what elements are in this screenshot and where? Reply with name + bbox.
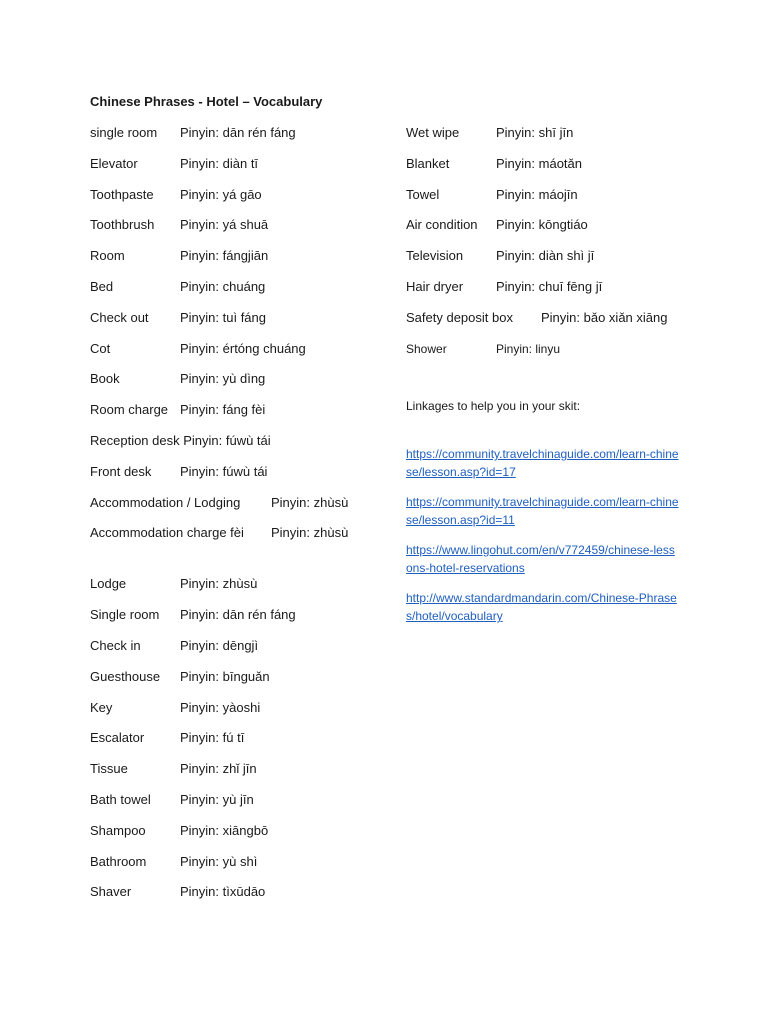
vocab-pinyin: Pinyin: linyu [496, 341, 561, 356]
vocab-row [90, 401, 390, 432]
vocab-pinyin: Pinyin: zhùsù [271, 525, 349, 541]
vocab-term: Bath towel [90, 791, 151, 807]
vocab-term: Front desk [90, 463, 152, 479]
vocab-term: Toothpaste [90, 186, 154, 202]
vocab-row [90, 575, 390, 606]
vocab-pinyin: Pinyin: dēngjì [180, 637, 259, 653]
vocab-row [90, 216, 390, 247]
vocab-row [90, 729, 390, 760]
vocab-term: Blanket [406, 155, 450, 171]
vocab-pinyin: Pinyin: xiāngbō [180, 822, 269, 838]
vocab-row [406, 124, 706, 155]
vocab-row [90, 186, 390, 217]
vocab-row [90, 637, 390, 668]
vocab-pinyin: Pinyin: yá gāo [180, 186, 262, 202]
vocab-pinyin: Pinyin: diàn shì jī [496, 248, 595, 264]
vocab-pinyin: Pinyin: kōngtiáo [496, 217, 588, 233]
vocab-row [90, 432, 390, 463]
vocab-term: Hair dryer [406, 278, 464, 294]
vocab-term: Single room [90, 607, 160, 623]
vocab-term: Lodge [90, 576, 127, 592]
vocab-row [90, 606, 390, 637]
vocab-pinyin: Pinyin: dān rén fáng [180, 125, 296, 140]
resource-link[interactable]: https://www.lingohut.com/en/v772459/chinese-lessons-hotel-reservations [406, 543, 675, 575]
vocab-term: Room charge [90, 402, 169, 418]
vocab-term: Book [90, 371, 120, 387]
vocab-row [90, 822, 390, 853]
vocab-term: Television [406, 248, 464, 264]
vocab-pinyin: Pinyin: bǎo xiǎn xiāng [541, 309, 668, 325]
vocab-row [90, 668, 390, 699]
vocab-row [406, 340, 706, 371]
vocab-row [90, 699, 390, 730]
vocab-pinyin: Pinyin: dān rén fáng [180, 607, 296, 623]
vocab-pinyin: Pinyin: tìxūdāo [180, 884, 266, 900]
vocab-row [406, 309, 706, 340]
vocab-row [90, 370, 390, 401]
vocab-row [90, 124, 390, 155]
vocab-pinyin: Pinyin: chuáng [180, 278, 266, 294]
vocab-row [406, 186, 706, 217]
vocab-term: Check out [90, 309, 149, 325]
vocab-row [406, 155, 706, 186]
vocab-row [90, 883, 390, 914]
vocab-term: Tissue [90, 761, 128, 777]
vocab-row [90, 791, 390, 822]
vocab-pinyin: Pinyin: zhùsù [180, 576, 258, 592]
vocab-row [90, 494, 390, 525]
vocab-pinyin: Pinyin: fángjiān [180, 248, 269, 264]
vocab-term: Room [90, 248, 125, 264]
resource-link[interactable]: https://community.travelchinaguide.com/learn-chinese/lesson.asp?id=11 [406, 495, 679, 527]
vocab-row [90, 340, 390, 371]
vocab-term: Shower [406, 341, 447, 356]
vocab-pinyin: Pinyin: yàoshi [180, 699, 261, 715]
vocab-term: Shampoo [90, 822, 146, 838]
vocab-term: Bed [90, 278, 114, 294]
vocab-pinyin: Pinyin: máojīn [496, 186, 578, 202]
vocab-term: single room [90, 125, 158, 140]
vocab-row [90, 278, 390, 309]
vocab-term: Accommodation / Lodging [90, 494, 241, 510]
vocab-pinyin: Pinyin: yá shuā [180, 217, 269, 233]
vocab-term: Safety deposit box [406, 309, 513, 325]
vocab-pinyin: Pinyin: máotǎn [496, 155, 582, 171]
vocab-pinyin: Pinyin: fáng fèi [180, 402, 266, 418]
vocab-pinyin: Pinyin: értóng chuáng [180, 340, 306, 356]
vocab-term: Toothbrush [90, 217, 155, 233]
vocab-row [90, 309, 390, 340]
vocab-term: Elevator [90, 155, 138, 171]
vocab-pinyin: Pinyin: fúwù tái [180, 463, 268, 479]
vocab-term: Towel [406, 186, 440, 202]
vocab-pinyin: Pinyin: zhùsù [271, 494, 349, 510]
vocab-row [406, 247, 706, 278]
vocab-pinyin: Pinyin: tuì fáng [180, 309, 266, 325]
vocab-term: Air condition [406, 217, 478, 233]
vocab-term: Escalator [90, 730, 145, 746]
vocab-pinyin: Pinyin: yù shì [180, 853, 258, 869]
vocab-pinyin: Pinyin: yù dìng [180, 371, 266, 387]
vocab-row [90, 760, 390, 791]
vocab-pinyin: Pinyin: fú tī [180, 730, 245, 746]
vocab-term: Accommodation charge fèi [90, 525, 244, 541]
page-title: Chinese Phrases - Hotel – Vocabulary [90, 94, 323, 109]
vocab-row [90, 524, 390, 575]
vocab-row [90, 853, 390, 884]
vocab-row [406, 278, 706, 309]
vocab-pinyin: Pinyin: diàn tī [180, 155, 259, 171]
vocab-term: Shaver [90, 884, 132, 900]
vocab-row [90, 463, 390, 494]
vocab-row [406, 216, 706, 247]
vocabulary-list-right [406, 124, 706, 370]
vocab-pinyin: Pinyin: chuī fēng jī [496, 278, 603, 294]
resource-link[interactable]: http://www.standardmandarin.com/Chinese-Phrases/hotel/vocabulary [406, 591, 677, 623]
vocab-term: Wet wipe [406, 125, 460, 140]
vocab-term: Cot [90, 340, 111, 356]
link-list [406, 445, 681, 637]
vocab-pinyin: Pinyin: bīnguǎn [180, 668, 270, 684]
vocab-term: Key [90, 699, 113, 715]
resource-link[interactable]: https://community.travelchinaguide.com/learn-chinese/lesson.asp?id=17 [406, 447, 679, 479]
vocabulary-list-left [90, 124, 390, 914]
vocab-pinyin: Pinyin: shī jīn [496, 125, 574, 140]
vocab-term: Check in [90, 637, 141, 653]
vocab-pinyin: Pinyin: zhǐ jīn [180, 761, 257, 777]
vocab-pinyin: Pinyin: yù jīn [180, 791, 254, 807]
vocab-term: Reception desk Pinyin: fúwù tái [90, 432, 271, 448]
links-heading: Linkages to help you in your skit: [406, 399, 581, 413]
vocab-row [90, 247, 390, 278]
vocab-term: Bathroom [90, 853, 147, 869]
vocab-row [90, 155, 390, 186]
vocab-term: Guesthouse [90, 668, 161, 684]
